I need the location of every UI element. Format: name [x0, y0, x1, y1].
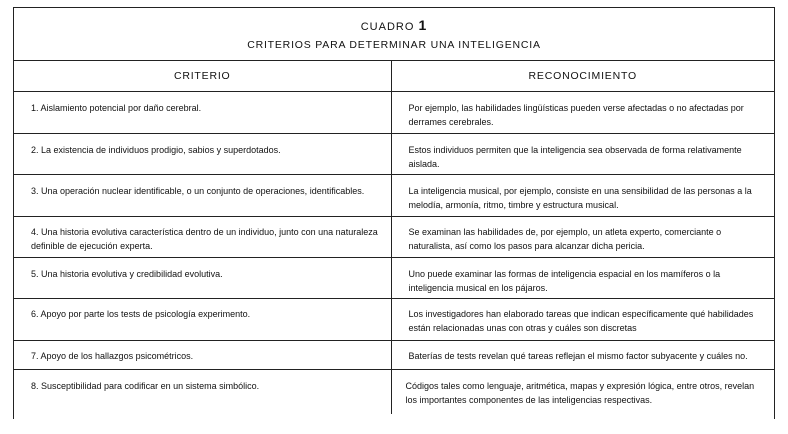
- reconocimiento-cell: La inteligencia musical, por ejemplo, consiste en una sensibilidad de las personas a la melodía, armonía, ritmo, timbre y estructura musical.: [391, 175, 774, 217]
- table-sheet: [13, 7, 775, 419]
- table-row: [14, 217, 774, 258]
- criterio-cell: 6. Apoyo por parte los tests de psicología experimento.: [14, 299, 391, 341]
- reconocimiento-cell: Uno puede examinar las formas de inteligencia espacial en los mamíferos o la inteligencia musical en los pájaros.: [391, 258, 774, 299]
- criterio-cell: 4. Una historia evolutiva característica dentro de un individuo, junto con una naturaleza definible de ejecución experta.: [14, 217, 391, 258]
- table-row: [14, 258, 774, 299]
- table-row: [14, 175, 774, 217]
- table-row: [14, 134, 774, 175]
- criterio-cell: 5. Una historia evolutiva y credibilidad evolutiva.: [14, 258, 391, 299]
- reconocimiento-cell: Por ejemplo, las habilidades lingüísticas pueden verse afectadas o no afectadas por derrames cerebrales.: [391, 92, 774, 134]
- criterio-cell: 8. Susceptibilidad para codificar en un sistema simbólico.: [14, 370, 391, 414]
- table-subtitle: CRITERIOS PARA DETERMINAR UNA INTELIGENCIA: [247, 39, 541, 51]
- caption-prefix: CUADRO: [360, 21, 415, 33]
- table-row: [14, 299, 774, 341]
- reconocimiento-cell: Códigos tales como lenguaje, aritmética, mapas y expresión lógica, entre otros, revelan los importantes componentes de las inteligencias respectivas.: [405, 381, 755, 405]
- header-criterio: CRITERIO: [14, 61, 391, 92]
- caption-number: 1: [418, 17, 428, 33]
- criterio-cell: 2. La existencia de individuos prodigio, sabios y superdotados.: [14, 134, 391, 175]
- reconocimiento-cell: Baterías de tests revelan qué tareas reflejan el mismo factor subyacente y cuáles no.: [391, 341, 774, 370]
- header-reconocimiento: RECONOCIMIENTO: [391, 61, 774, 92]
- criterio-cell: 7. Apoyo de los hallazgos psicométricos.: [14, 341, 391, 370]
- reconocimiento-cell: Los investigadores han elaborado tareas que indican específicamente qué habilidades están relacionadas unas con otras y cuáles son discretas: [391, 299, 774, 341]
- table-title-block: [14, 8, 774, 61]
- table-row: [14, 341, 774, 370]
- criterio-cell: 3. Una operación nuclear identificable, o un conjunto de operaciones, identificables.: [14, 175, 391, 217]
- table-caption: [14, 17, 774, 35]
- reconocimiento-cell: Estos individuos permiten que la inteligencia sea observada de forma relativamente aislada.: [391, 134, 774, 175]
- criteria-table: [14, 61, 774, 414]
- table-row: [14, 92, 774, 134]
- table-row: [14, 370, 774, 414]
- header-row: [14, 61, 774, 92]
- reconocimiento-cell: Se examinan las habilidades de, por ejemplo, un atleta experto, comerciante o naturalista, así como los pasos para alcanzar dicha pericia.: [391, 217, 774, 258]
- criterio-cell: 1. Aislamiento potencial por daño cerebral.: [14, 92, 391, 134]
